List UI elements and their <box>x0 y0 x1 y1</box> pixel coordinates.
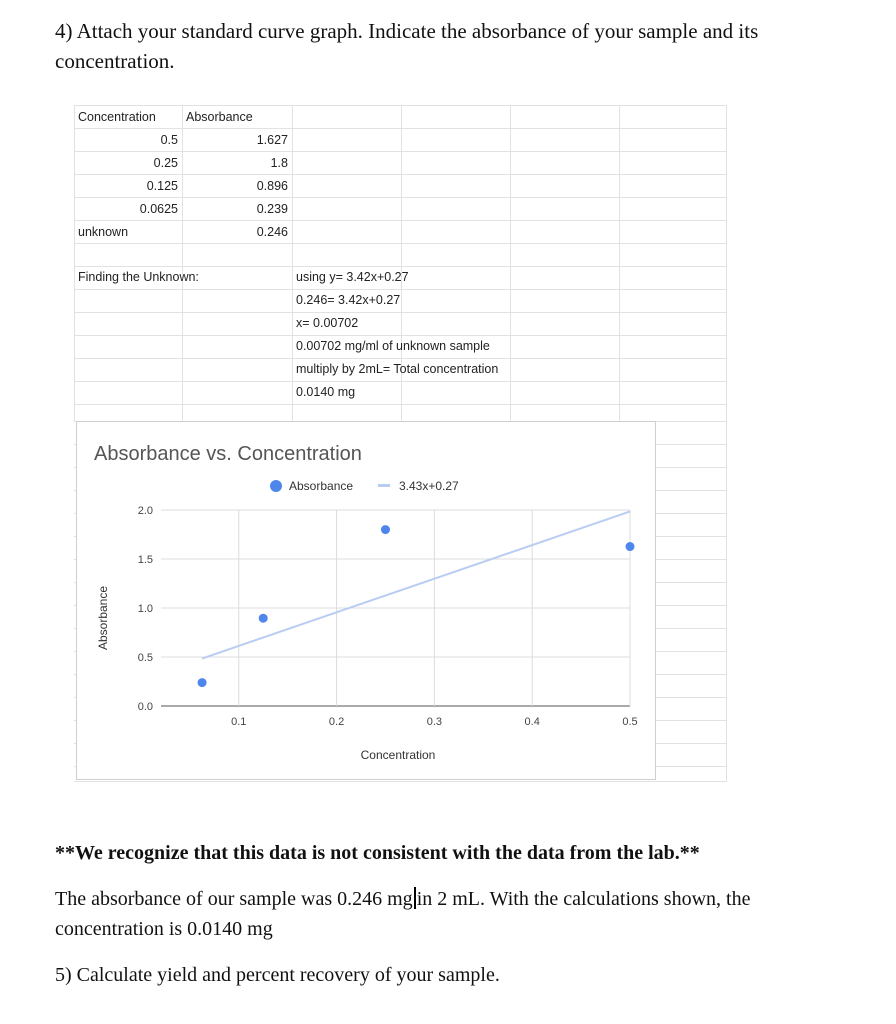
calculation-line: multiply by 2mL= Total concentration <box>296 362 499 376</box>
absorbance-cell: 1.8 <box>270 156 288 170</box>
unknown-absorbance: 0.246 <box>256 225 288 239</box>
x-tick-label: 0.3 <box>426 716 443 728</box>
legend-absorbance-marker <box>270 480 282 492</box>
chart-title: Absorbance vs. Concentration <box>94 443 362 465</box>
absorbance-cell: 0.239 <box>256 202 288 216</box>
y-tick-label: 1.5 <box>137 554 153 566</box>
text-cursor <box>414 887 416 909</box>
chart-canvas <box>77 422 655 779</box>
question-4-line-1: 4) Attach your standard curve graph. Indicate the absorbance of your sample and its <box>55 19 759 43</box>
data-point <box>381 525 390 534</box>
calculation-line: using y= 3.42x+0.27 <box>296 270 409 284</box>
conclusion-text-before-cursor: The absorbance of our sample was 0.246 mg <box>55 888 413 910</box>
x-tick-label: 0.5 <box>622 716 638 728</box>
concentration-cell: 0.125 <box>146 179 178 193</box>
conclusion-line-2: concentration is 0.0140 mg <box>55 918 273 940</box>
x-axis-title: Concentration <box>360 748 436 762</box>
y-tick-label: 0.5 <box>137 652 153 664</box>
x-tick-label: 0.2 <box>328 716 345 728</box>
inconsistency-note: **We recognize that this data is not consistent with the data from the lab.** <box>55 842 700 864</box>
y-tick-label: 1.0 <box>137 603 153 615</box>
calculation-line: 0.246= 3.42x+0.27 <box>296 293 401 307</box>
absorbance-cell: 0.896 <box>256 179 288 193</box>
x-tick-label: 0.4 <box>524 716 540 728</box>
conclusion-line-1 <box>55 884 855 914</box>
calculation-line: 0.0140 mg <box>296 385 356 399</box>
absorbance-chart <box>76 421 656 780</box>
concentration-cell: 0.0625 <box>139 202 178 216</box>
calculation-line: 0.00702 mg/ml of unknown sample <box>296 339 490 353</box>
legend-trendline-marker <box>378 484 390 487</box>
concentration-cell: 0.5 <box>160 133 178 147</box>
absorbance-cell: 1.627 <box>256 133 288 147</box>
y-tick-label: 2.0 <box>137 505 153 517</box>
header-absorbance: Absorbance <box>186 110 253 124</box>
y-tick-label: 0.0 <box>137 701 153 713</box>
conclusion-text-after-cursor: in 2 mL. With the calculations shown, the <box>416 888 751 910</box>
y-axis-title: Absorbance <box>96 585 110 651</box>
legend-trendline-label: 3.43x+0.27 <box>399 479 459 493</box>
trendline <box>202 511 630 658</box>
conclusion-paragraph <box>55 884 855 944</box>
x-tick-label: 0.1 <box>231 716 247 728</box>
calculation-line: x= 0.00702 <box>296 316 359 330</box>
unknown-label: unknown <box>78 225 129 239</box>
spreadsheet-screenshot <box>74 105 727 782</box>
finding-unknown-label: Finding the Unknown: <box>78 270 199 284</box>
data-point <box>626 542 635 551</box>
data-point <box>259 614 268 623</box>
question-4-line-2: concentration. <box>55 49 175 73</box>
data-point <box>198 678 207 687</box>
concentration-cell: 0.25 <box>153 156 178 170</box>
question-4-heading <box>55 16 855 76</box>
legend-absorbance-label: Absorbance <box>289 479 354 493</box>
header-concentration: Concentration <box>78 110 156 124</box>
question-5-heading: 5) Calculate yield and percent recovery of your sample. <box>55 964 500 986</box>
